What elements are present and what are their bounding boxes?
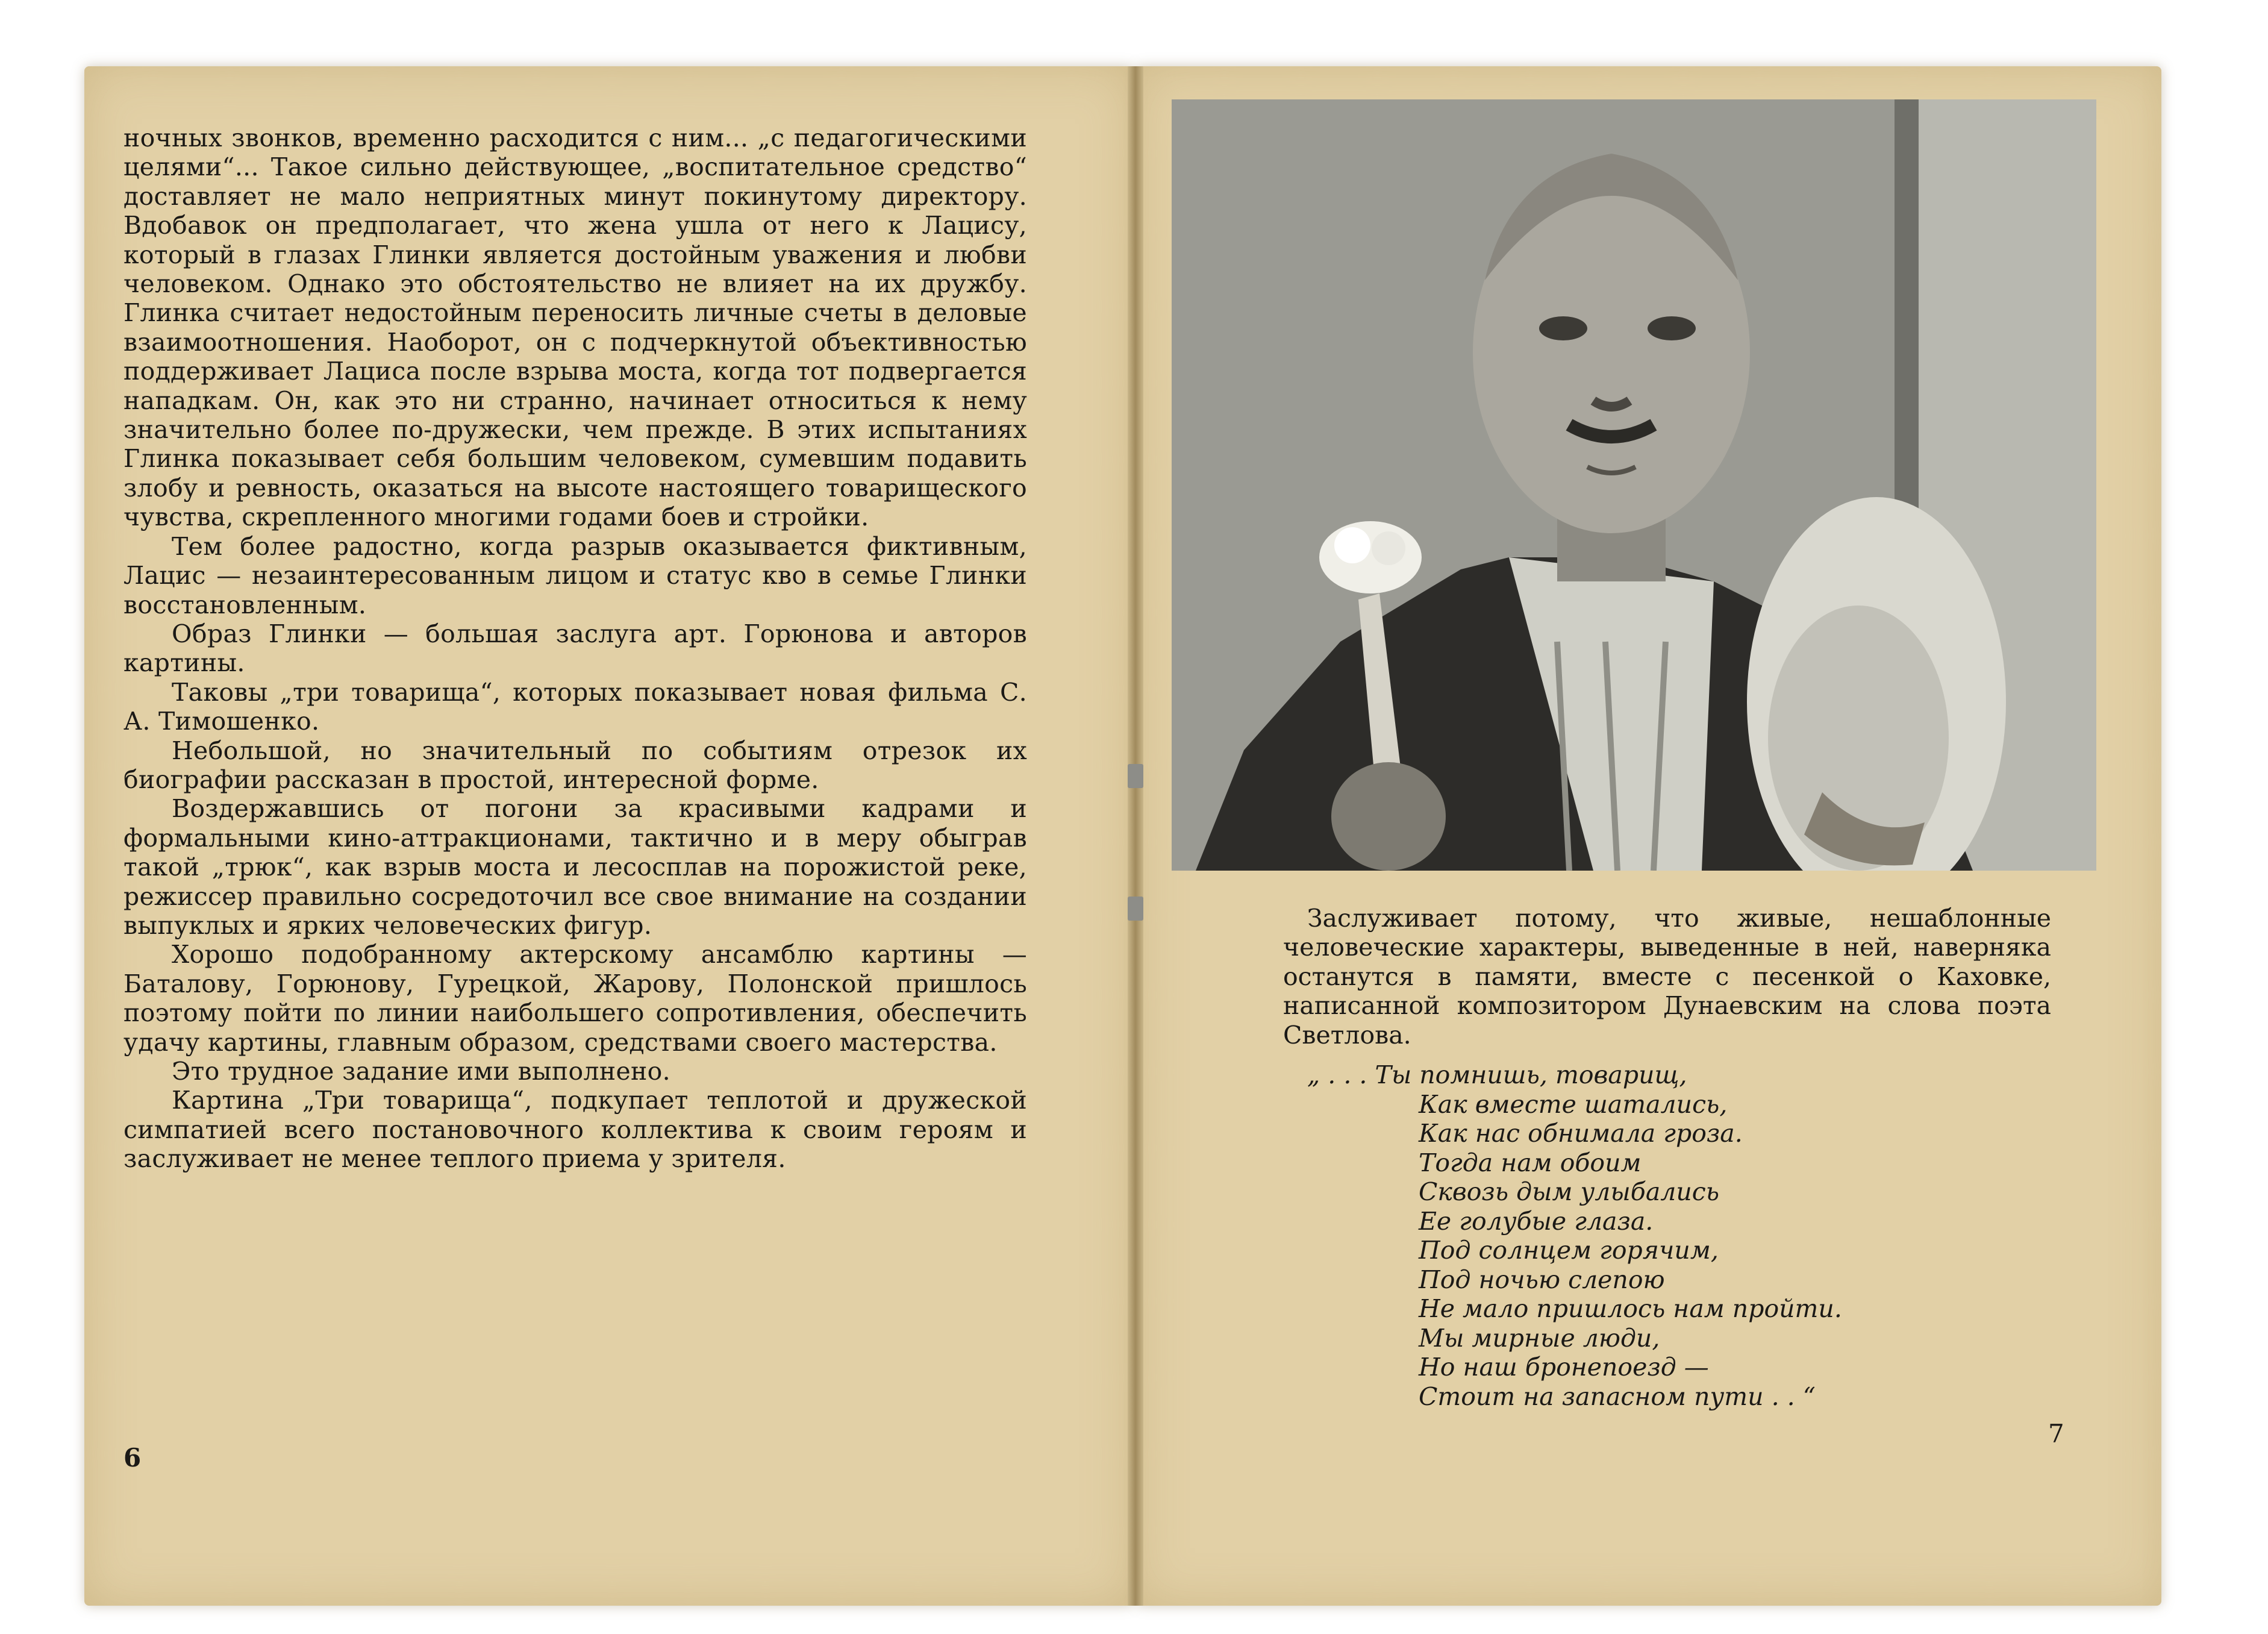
paragraph-6: Воздержавшись от погони за красивыми кадрами и формальными кино-аттракционами, тактично и в меру обыграв такой „трюк“, как взрыв моста и лесосплав на порожистой реке, режиссер правильно сосредоточил все свое внимание на создании выпуклых и ярких человеческих фигур. xyxy=(123,794,1027,940)
poem-line-11: Но наш бронепоезд — xyxy=(1419,1353,1709,1382)
lower-staple xyxy=(1128,897,1143,921)
paragraph-7: Хорошо подобранному актерскому ансамблю картины — Баталову, Горюнову, Гурецкой, Жарову, Полонской пришлось поэтому пойти по линии наибольшего сопротивления, обеспечить удачу картины, главным образом, средствами своего мастерства. xyxy=(123,940,1027,1057)
upper-staple xyxy=(1128,764,1143,788)
poem-line-9: Не мало пришлось нам пройти. xyxy=(1419,1294,1842,1323)
paragraph-5: Небольшой, но значительный по событиям отрезок их биографии рассказан в простой, интересной форме. xyxy=(123,736,1027,794)
actor-portrait-photo xyxy=(1172,99,2096,871)
paragraph-8: Это трудное задание ими выполнено. xyxy=(172,1057,670,1086)
portrait-illustration xyxy=(1172,99,2096,871)
paragraph-1: ночных звонков, временно расходится с ним... „с педагогическими целями“... Такое сильно действующее, „воспитательное средство“ доставляет не мало неприятных минут покинутому директору. Вдобавок он предполагает, что жена ушла от него к Лацису, который в глазах Глинки является достойным уважения и любви человеком. Однако это обстоятельство не влияет на их дружбу. Глинка считает недостойным переносить личные счеты в деловые взаимоотношения. Наоборот, он с подчеркнутой объективностью поддерживает Лациса после взрыва моста, когда тот подвергается нападкам. Он, как это ни странно, начинает относиться к нему значительно более по-дружески, чем прежде. В этих испытаниях Глинка показывает себя большим человеком, сумевшим подавить злобу и ревность, оказаться на высоте настоящего товарищеского чувства, скрепленного многими годами боев и стройки. xyxy=(123,124,1027,532)
poem-line-12: Стоит на запасном пути . . “ xyxy=(1419,1382,1816,1411)
booklet-spine xyxy=(1128,66,1143,1606)
paragraph-4: Таковы „три товарища“, которых показывает новая фильма С. А. Тимошенко. xyxy=(123,677,1027,736)
left-page-text xyxy=(123,124,1027,1174)
poem-line-3: Как нас обнимала гроза. xyxy=(1419,1119,1743,1148)
poem-line-10: Мы мирные люди, xyxy=(1419,1323,1660,1353)
closing-paragraph: Заслуживает потому, что живые, нешаблонные человеческие характеры, выведенные в ней, наверняка останутся в памяти, вместе с песенкой о Каховке, написанной композитором Дунаевским на слова поэта Светлова. xyxy=(1283,904,2051,1050)
poem-line-4: Тогда нам обоим xyxy=(1419,1148,1642,1177)
paragraph-9: Картина „Три товарища“, подкупает теплотой и дружеской симпатией всего постановочного коллектива к своим героям и заслуживает не менее теплого приема у зрителя. xyxy=(123,1086,1027,1174)
page-number-left: 6 xyxy=(123,1443,142,1473)
poem-line-1: „ . . . Ты помнишь, товарищ, xyxy=(1307,1060,1687,1089)
poem-line-6: Ее голубые глаза. xyxy=(1419,1206,1654,1236)
poem-line-7: Под солнцем горячим, xyxy=(1419,1236,1719,1265)
poem-line-2: Как вместе шатались, xyxy=(1419,1089,1728,1119)
poem-line-5: Сквозь дым улыбались xyxy=(1419,1177,1720,1206)
poem-line-8: Под ночью слепою xyxy=(1419,1265,1665,1294)
paragraph-2: Тем более радостно, когда разрыв оказывается фиктивным, Лацис — незаинтересованным лицом и статус кво в семье Глинки восстановленным. xyxy=(123,531,1027,619)
paragraph-3: Образ Глинки — большая заслуга арт. Горюнова и авторов картины. xyxy=(123,619,1027,678)
page-number-right: 7 xyxy=(2048,1419,2064,1448)
kakhovka-song-poem xyxy=(1307,1060,1842,1411)
right-page-text xyxy=(1283,904,2051,1050)
